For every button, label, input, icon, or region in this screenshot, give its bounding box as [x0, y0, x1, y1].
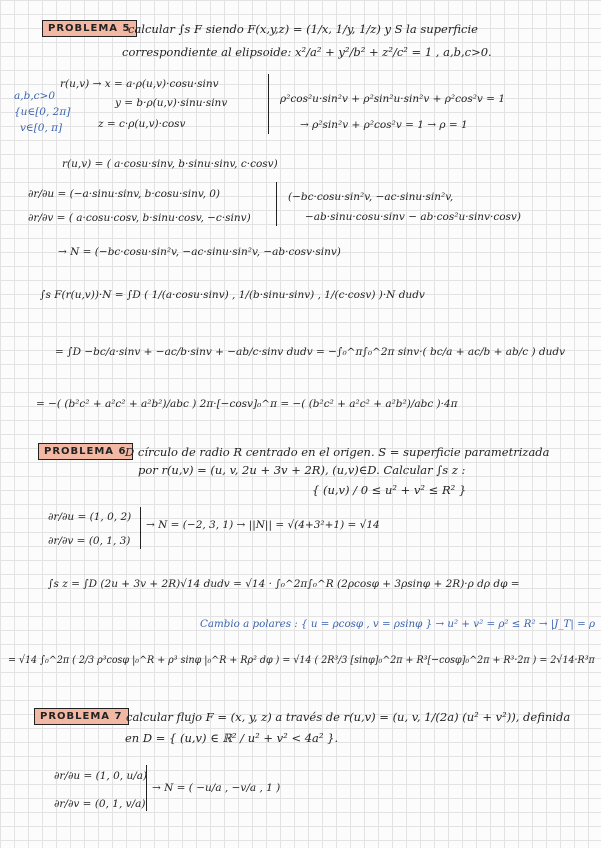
rho-result: → ρ²sin²v + ρ²cos²v = 1 → ρ = 1 [300, 119, 468, 131]
bracket-divider [140, 507, 141, 549]
condition-abc: a,b,c>0 [14, 90, 56, 102]
flux-integral: ∫s F(r(u,v))·N = ∫D ( 1/(a·cosu·sinv) , 1/(b·sinu·sinv) , 1/(c·cosv) )·N dudv [40, 289, 425, 301]
normal-vector-6: → N = (−2, 3, 1) → ||N|| = √(4+3²+1) = √14 [146, 519, 380, 531]
partial-rv-7: ∂r/∂v = (0, 1, v/a) [54, 798, 146, 810]
parametrization: r(u,v) = ( a·cosu·sinv, b·sinu·sinv, c·cosv) [62, 158, 278, 170]
z-integral-result: = √14 ∫₀^2π ( 2/3 ρ³cosφ |₀^R + ρ³ sinφ |₀^R + Rρ² dφ ) = √14 ( 2R³/3 [sinφ]₀^2π + R³[−cosφ]₀^2π + R³·2π ) = 2√14·R³π [8, 654, 595, 666]
problem-5-statement: calcular ∫s F siendo F(x,y,z) = (1/x, 1/y, 1/z) y S la superficie [128, 22, 478, 36]
partial-ru: ∂r/∂u = (−a·sinu·sinv, b·cosu·sinv, 0) [28, 188, 221, 200]
flux-result: = −( (b²c² + a²c² + a²b²)/abc ) 2π·[−cosv]₀^π = −( (b²c² + a²c² + a²b²)/abc )·4π [36, 398, 458, 410]
bracket-divider [146, 765, 147, 811]
problem-6-statement-2: por r(u,v) = (u, v, 2u + 3v + 2R), (u,v)∈D. Calcular ∫s z : [138, 463, 466, 477]
problem-7-statement-2: en D = { (u,v) ∈ ℝ² / u² + v² < 4a² }. [125, 731, 339, 745]
partial-rv: ∂r/∂v = ( a·cosu·cosv, b·sinu·cosv, −c·sinv) [28, 212, 251, 224]
condition-u-range: {u∈[0, 2π] [14, 106, 71, 118]
bracket-divider [268, 74, 269, 134]
partial-ru-7: ∂r/∂u = (1, 0, u/a) [54, 770, 148, 782]
cross-product-1: (−bc·cosu·sin²v, −ac·sinu·sin²v, [288, 191, 454, 203]
condition-v-range: v∈[0, π] [20, 122, 63, 134]
cross-product-2: −ab·sinu·cosu·sinv − ab·cos²u·sinv·cosv) [305, 211, 521, 223]
param-y: y = b·ρ(u,v)·sinu·sinv [115, 97, 228, 109]
flux-expansion: = ∫D −bc/a·sinv + −ac/b·sinv + −ab/c·sinv dudv = −∫₀^π∫₀^2π sinv·( bc/a + ac/b + ab/c ) dudv [55, 346, 566, 358]
domain-definition: { (u,v) / 0 ≤ u² + v² ≤ R² } [312, 483, 467, 497]
z-integral: ∫s z = ∫D (2u + 3v + 2R)√14 dudv = √14 · ∫₀^2π∫₀^R (2ρcosφ + 3ρsinφ + 2R)·ρ dρ dφ = [48, 578, 520, 590]
param-z: z = c·ρ(u,v)·cosv [98, 118, 186, 130]
problem-5-statement-2: correspondiente al elipsoide: x²/a² + y²/b² + z²/c² = 1 , a,b,c>0. [122, 45, 492, 59]
normal-vector: → N = (−bc·cosu·sin²v, −ac·sinu·sin²v, −ab·cosv·sinv) [58, 246, 341, 258]
partial-ru-6: ∂r/∂u = (1, 0, 2) [48, 511, 132, 523]
problem-6-label: PROBLEMA 6 [38, 443, 133, 460]
polar-change: Cambio a polares : { u = ρcosφ , v = ρsinφ } → u² + v² = ρ² ≤ R² → |J_T| = ρ [200, 618, 596, 630]
problem-6-statement: D círculo de radio R centrado en el origen. S = superficie parametrizada [125, 445, 550, 459]
problem-7-statement: calcular flujo F = (x, y, z) a través de r(u,v) = (u, v, 1/(2a) (u² + v²)), definida [126, 710, 571, 724]
problem-5-label: PROBLEMA 5 [42, 20, 137, 37]
problem-7-label: PROBLEMA 7 [34, 708, 129, 725]
bracket-divider [276, 182, 277, 226]
param-x: r(u,v) → x = a·ρ(u,v)·cosu·sinv [60, 78, 219, 90]
ellipse-substitution: ρ²cos²u·sin²v + ρ²sin²u·sin²v + ρ²cos²v = 1 [280, 93, 505, 105]
normal-vector-7: → N = ( −u/a , −v/a , 1 ) [152, 782, 281, 794]
partial-rv-6: ∂r/∂v = (0, 1, 3) [48, 535, 131, 547]
